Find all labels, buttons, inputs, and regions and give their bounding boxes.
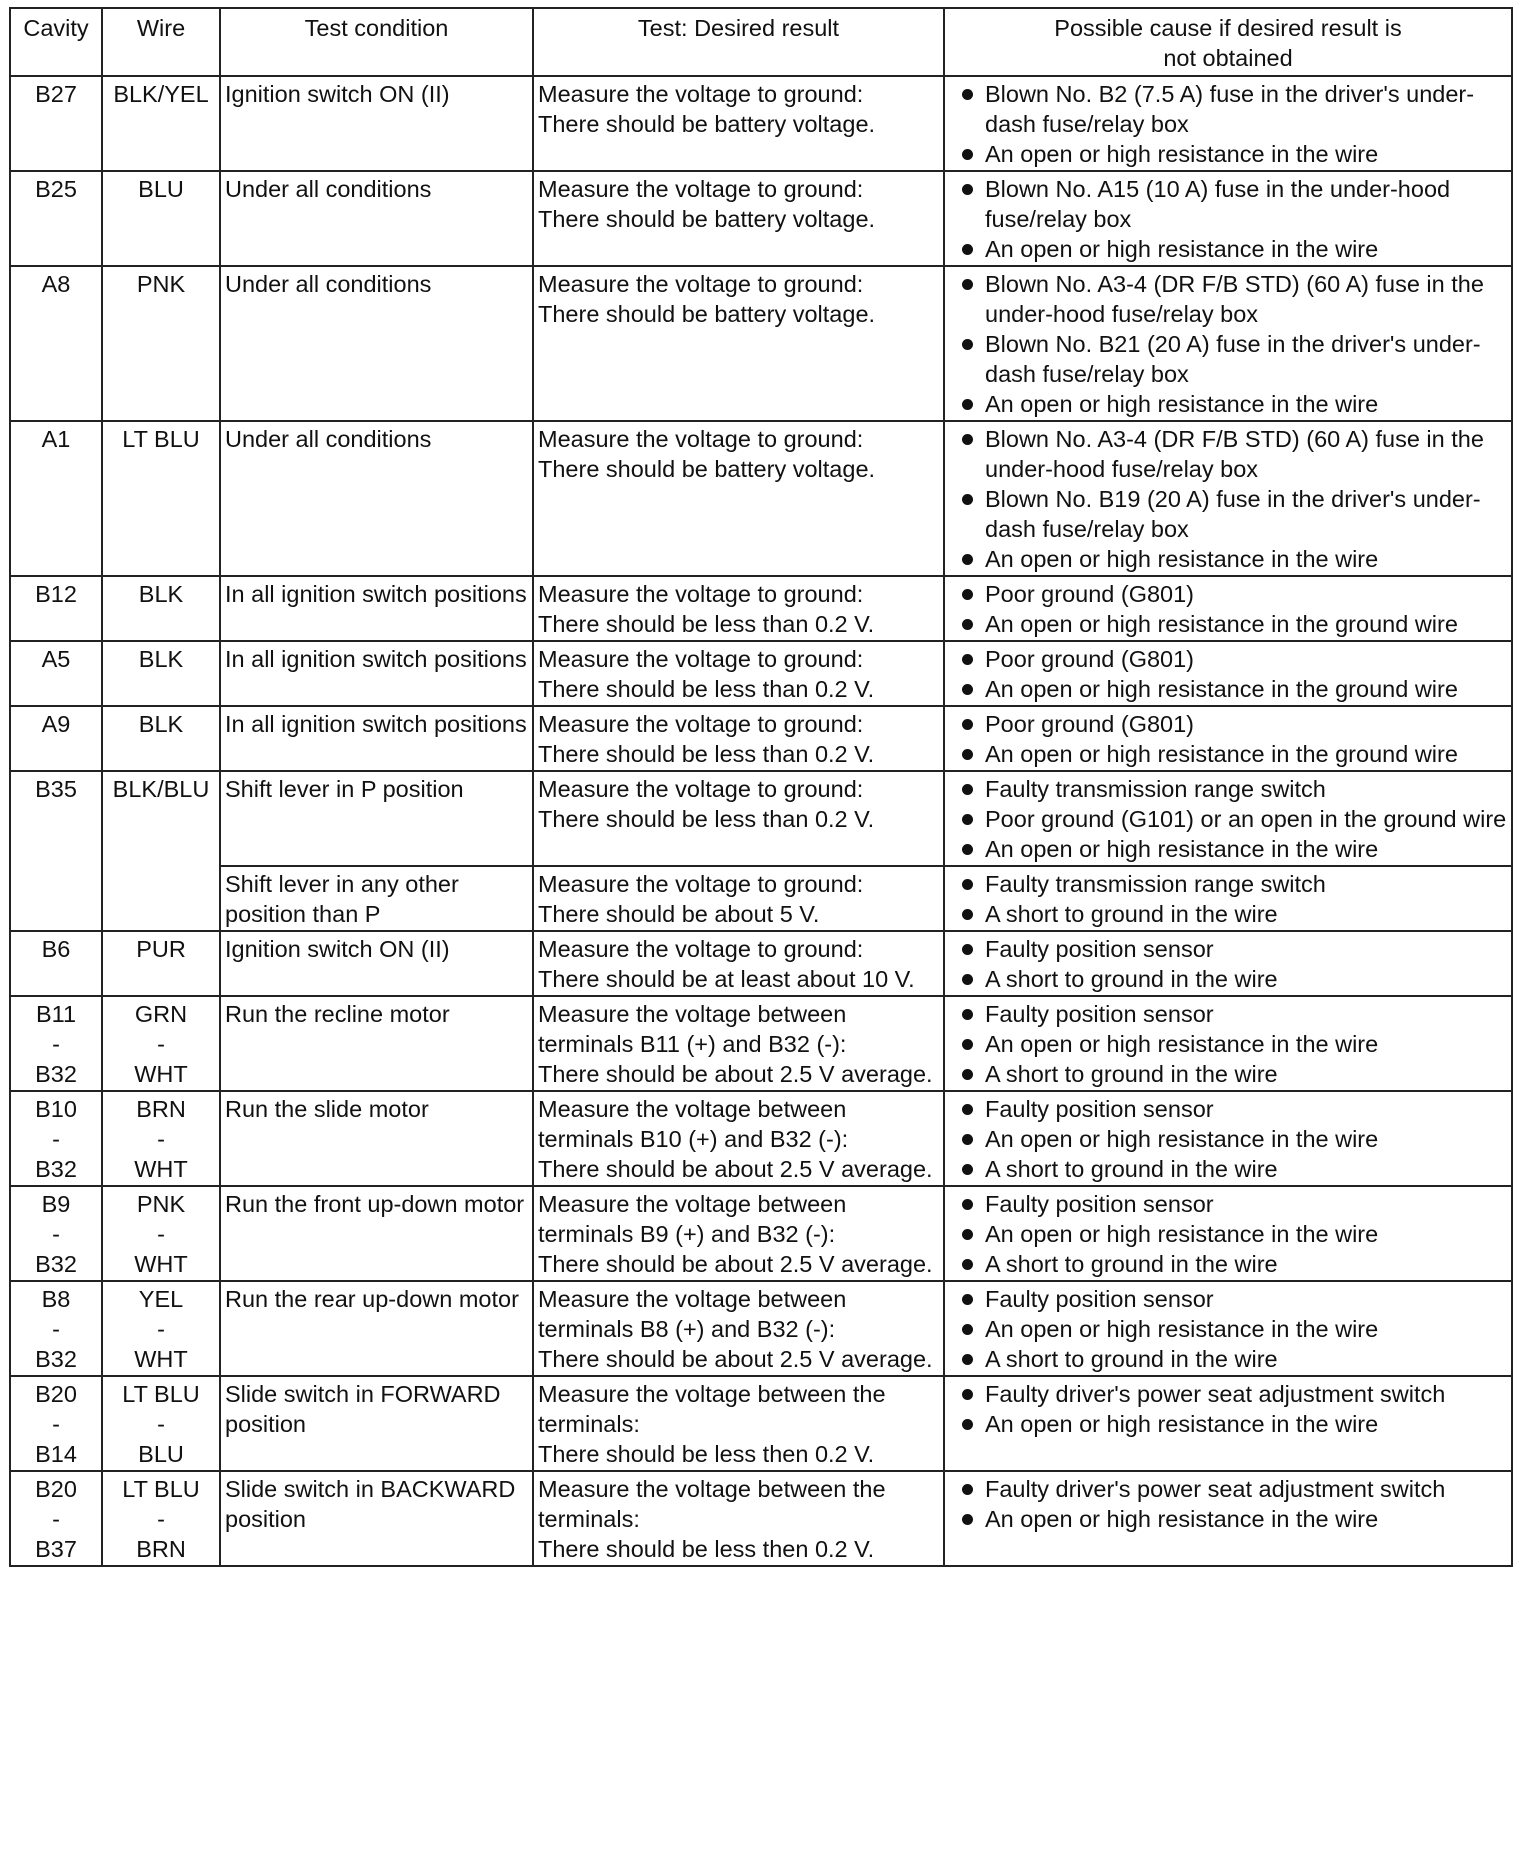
desired-result-cell: Measure the voltage to ground: There should be battery voltage. bbox=[533, 266, 944, 421]
cause-item: An open or high resistance in the wire bbox=[949, 389, 1507, 419]
cavity-cell: B8 - B32 bbox=[10, 1281, 102, 1376]
cavity-cell: B27 bbox=[10, 76, 102, 171]
possible-cause-cell bbox=[944, 641, 1512, 706]
test-condition-cell: Ignition switch ON (II) bbox=[220, 76, 533, 171]
test-condition-cell: In all ignition switch positions bbox=[220, 706, 533, 771]
possible-cause-cell bbox=[944, 866, 1512, 931]
desired-result-cell: Measure the voltage to ground: There should be less than 0.2 V. bbox=[533, 576, 944, 641]
test-condition-cell: Under all conditions bbox=[220, 171, 533, 266]
cavity-cell: B10 - B32 bbox=[10, 1091, 102, 1186]
wire-cell: PNK bbox=[102, 266, 220, 421]
cavity-cell: A5 bbox=[10, 641, 102, 706]
desired-result-cell: Measure the voltage between terminals B11 (+) and B32 (-): There should be about 2.5 V average. bbox=[533, 996, 944, 1091]
cause-item: Poor ground (G801) bbox=[949, 709, 1507, 739]
cause-list bbox=[949, 1094, 1507, 1184]
cause-item: An open or high resistance in the wire bbox=[949, 1029, 1507, 1059]
cavity-cell: B25 bbox=[10, 171, 102, 266]
header-test-condition: Test condition bbox=[220, 8, 533, 76]
header-possible-cause: Possible cause if desired result is not obtained bbox=[944, 8, 1512, 76]
cause-list bbox=[949, 79, 1507, 169]
possible-cause-cell bbox=[944, 1471, 1512, 1566]
desired-result-cell: Measure the voltage between terminals B9 (+) and B32 (-): There should be about 2.5 V average. bbox=[533, 1186, 944, 1281]
cavity-cell: B20 - B14 bbox=[10, 1376, 102, 1471]
possible-cause-cell bbox=[944, 771, 1512, 866]
test-condition-cell: In all ignition switch positions bbox=[220, 576, 533, 641]
desired-result-cell: Measure the voltage to ground: There should be at least about 10 V. bbox=[533, 931, 944, 996]
wire-cell: BLK bbox=[102, 641, 220, 706]
cause-item: An open or high resistance in the wire bbox=[949, 1504, 1507, 1534]
wire-cell: BRN - WHT bbox=[102, 1091, 220, 1186]
possible-cause-cell bbox=[944, 1281, 1512, 1376]
cause-item: Faulty position sensor bbox=[949, 1094, 1507, 1124]
cause-item: Poor ground (G801) bbox=[949, 644, 1507, 674]
cause-list bbox=[949, 1379, 1507, 1439]
cause-item: Blown No. A3-4 (DR F/B STD) (60 A) fuse in the under-hood fuse/relay box bbox=[949, 424, 1507, 484]
table-row bbox=[10, 1376, 1512, 1471]
test-condition-cell: Shift lever in any other position than P bbox=[220, 866, 533, 931]
cause-item: Blown No. A3-4 (DR F/B STD) (60 A) fuse in the under-hood fuse/relay box bbox=[949, 269, 1507, 329]
table-row bbox=[10, 866, 1512, 931]
cause-list bbox=[949, 709, 1507, 769]
table-row bbox=[10, 421, 1512, 576]
wire-cell: LT BLU - BRN bbox=[102, 1471, 220, 1566]
cause-item: Faulty driver's power seat adjustment switch bbox=[949, 1379, 1507, 1409]
cause-item: A short to ground in the wire bbox=[949, 1344, 1507, 1374]
cause-list bbox=[949, 579, 1507, 639]
cavity-cell: B6 bbox=[10, 931, 102, 996]
cause-list bbox=[949, 1189, 1507, 1279]
table-row bbox=[10, 1091, 1512, 1186]
desired-result-cell: Measure the voltage to ground: There should be less than 0.2 V. bbox=[533, 771, 944, 866]
cause-list bbox=[949, 1474, 1507, 1534]
possible-cause-cell bbox=[944, 1091, 1512, 1186]
cause-item: An open or high resistance in the wire bbox=[949, 1314, 1507, 1344]
possible-cause-cell bbox=[944, 576, 1512, 641]
header-row bbox=[10, 8, 1512, 76]
cause-item: Faulty transmission range switch bbox=[949, 869, 1507, 899]
cause-item: Faulty position sensor bbox=[949, 1284, 1507, 1314]
cause-item: Faulty position sensor bbox=[949, 1189, 1507, 1219]
cause-item: A short to ground in the wire bbox=[949, 899, 1507, 929]
cavity-cell: B12 bbox=[10, 576, 102, 641]
possible-cause-cell bbox=[944, 421, 1512, 576]
possible-cause-cell bbox=[944, 1186, 1512, 1281]
cause-list bbox=[949, 869, 1507, 929]
wire-cell: LT BLU bbox=[102, 421, 220, 576]
cause-list bbox=[949, 269, 1507, 419]
desired-result-cell: Measure the voltage to ground: There should be less than 0.2 V. bbox=[533, 641, 944, 706]
wire-cell: BLK bbox=[102, 706, 220, 771]
desired-result-cell: Measure the voltage between the terminals: There should be less then 0.2 V. bbox=[533, 1376, 944, 1471]
cavity-cell: A1 bbox=[10, 421, 102, 576]
cavity-cell: B35 bbox=[10, 771, 102, 931]
cavity-cell: B20 - B37 bbox=[10, 1471, 102, 1566]
possible-cause-cell bbox=[944, 76, 1512, 171]
cause-item: A short to ground in the wire bbox=[949, 1154, 1507, 1184]
cause-item: Faulty driver's power seat adjustment switch bbox=[949, 1474, 1507, 1504]
cavity-cell: B11 - B32 bbox=[10, 996, 102, 1091]
table-row bbox=[10, 576, 1512, 641]
cause-item: An open or high resistance in the ground wire bbox=[949, 739, 1507, 769]
test-condition-cell: In all ignition switch positions bbox=[220, 641, 533, 706]
cause-item: An open or high resistance in the wire bbox=[949, 544, 1507, 574]
cause-item: Blown No. B21 (20 A) fuse in the driver's under-dash fuse/relay box bbox=[949, 329, 1507, 389]
table-row bbox=[10, 266, 1512, 421]
test-condition-cell: Run the rear up-down motor bbox=[220, 1281, 533, 1376]
possible-cause-cell bbox=[944, 996, 1512, 1091]
cause-item: An open or high resistance in the wire bbox=[949, 834, 1507, 864]
wire-cell: PNK - WHT bbox=[102, 1186, 220, 1281]
test-condition-cell: Slide switch in BACKWARD position bbox=[220, 1471, 533, 1566]
cause-item: An open or high resistance in the wire bbox=[949, 1124, 1507, 1154]
cause-item: Faulty position sensor bbox=[949, 999, 1507, 1029]
table-row bbox=[10, 1186, 1512, 1281]
cause-list bbox=[949, 644, 1507, 704]
cause-item: Faulty transmission range switch bbox=[949, 774, 1507, 804]
cause-item: An open or high resistance in the wire bbox=[949, 1409, 1507, 1439]
desired-result-cell: Measure the voltage to ground: There should be less than 0.2 V. bbox=[533, 706, 944, 771]
test-condition-cell: Run the recline motor bbox=[220, 996, 533, 1091]
header-wire: Wire bbox=[102, 8, 220, 76]
desired-result-cell: Measure the voltage to ground: There should be battery voltage. bbox=[533, 421, 944, 576]
wire-cell: BLK/YEL bbox=[102, 76, 220, 171]
cause-item: Blown No. B2 (7.5 A) fuse in the driver's under-dash fuse/relay box bbox=[949, 79, 1507, 139]
wire-cell: PUR bbox=[102, 931, 220, 996]
table-row bbox=[10, 1471, 1512, 1566]
wire-cell: GRN - WHT bbox=[102, 996, 220, 1091]
cause-item: An open or high resistance in the wire bbox=[949, 234, 1507, 264]
cavity-cell: A9 bbox=[10, 706, 102, 771]
desired-result-cell: Measure the voltage to ground: There should be battery voltage. bbox=[533, 76, 944, 171]
table-row bbox=[10, 1281, 1512, 1376]
test-condition-cell: Run the front up-down motor bbox=[220, 1186, 533, 1281]
table-row bbox=[10, 996, 1512, 1091]
test-condition-cell: Ignition switch ON (II) bbox=[220, 931, 533, 996]
test-condition-cell: Run the slide motor bbox=[220, 1091, 533, 1186]
cause-item: A short to ground in the wire bbox=[949, 1249, 1507, 1279]
cause-item: An open or high resistance in the wire bbox=[949, 1219, 1507, 1249]
test-condition-cell: Slide switch in FORWARD position bbox=[220, 1376, 533, 1471]
possible-cause-cell bbox=[944, 171, 1512, 266]
cause-list bbox=[949, 934, 1507, 994]
test-table bbox=[9, 7, 1513, 1567]
desired-result-cell: Measure the voltage to ground: There should be about 5 V. bbox=[533, 866, 944, 931]
cause-item: A short to ground in the wire bbox=[949, 1059, 1507, 1089]
possible-cause-cell bbox=[944, 266, 1512, 421]
test-condition-cell: Under all conditions bbox=[220, 266, 533, 421]
cause-list bbox=[949, 999, 1507, 1089]
possible-cause-cell bbox=[944, 1376, 1512, 1471]
cavity-cell: A8 bbox=[10, 266, 102, 421]
cause-list bbox=[949, 1284, 1507, 1374]
cause-item: Poor ground (G801) bbox=[949, 579, 1507, 609]
table-row bbox=[10, 771, 1512, 866]
table-row bbox=[10, 931, 1512, 996]
cause-item: Blown No. B19 (20 A) fuse in the driver's under-dash fuse/relay box bbox=[949, 484, 1507, 544]
header-cavity: Cavity bbox=[10, 8, 102, 76]
wire-cell: BLK/BLU bbox=[102, 771, 220, 931]
cause-item: Faulty position sensor bbox=[949, 934, 1507, 964]
wire-cell: LT BLU - BLU bbox=[102, 1376, 220, 1471]
wire-cell: YEL - WHT bbox=[102, 1281, 220, 1376]
cause-item: An open or high resistance in the wire bbox=[949, 139, 1507, 169]
cause-list bbox=[949, 424, 1507, 574]
desired-result-cell: Measure the voltage between terminals B10 (+) and B32 (-): There should be about 2.5 V average. bbox=[533, 1091, 944, 1186]
header-desired-result: Test: Desired result bbox=[533, 8, 944, 76]
cause-item: Poor ground (G101) or an open in the ground wire bbox=[949, 804, 1507, 834]
cause-item: An open or high resistance in the ground wire bbox=[949, 674, 1507, 704]
wire-cell: BLK bbox=[102, 576, 220, 641]
table-row bbox=[10, 76, 1512, 171]
desired-result-cell: Measure the voltage between the terminals: There should be less then 0.2 V. bbox=[533, 1471, 944, 1566]
cavity-cell: B9 - B32 bbox=[10, 1186, 102, 1281]
test-condition-cell: Under all conditions bbox=[220, 421, 533, 576]
table-row bbox=[10, 706, 1512, 771]
cause-list bbox=[949, 774, 1507, 864]
wire-cell: BLU bbox=[102, 171, 220, 266]
cause-item: Blown No. A15 (10 A) fuse in the under-hood fuse/relay box bbox=[949, 174, 1507, 234]
document-page bbox=[9, 7, 1513, 1567]
possible-cause-cell bbox=[944, 931, 1512, 996]
desired-result-cell: Measure the voltage to ground: There should be battery voltage. bbox=[533, 171, 944, 266]
test-condition-cell: Shift lever in P position bbox=[220, 771, 533, 866]
cause-list bbox=[949, 174, 1507, 264]
table-row bbox=[10, 171, 1512, 266]
cause-item: A short to ground in the wire bbox=[949, 964, 1507, 994]
desired-result-cell: Measure the voltage between terminals B8 (+) and B32 (-): There should be about 2.5 V average. bbox=[533, 1281, 944, 1376]
table-row bbox=[10, 641, 1512, 706]
possible-cause-cell bbox=[944, 706, 1512, 771]
cause-item: An open or high resistance in the ground wire bbox=[949, 609, 1507, 639]
